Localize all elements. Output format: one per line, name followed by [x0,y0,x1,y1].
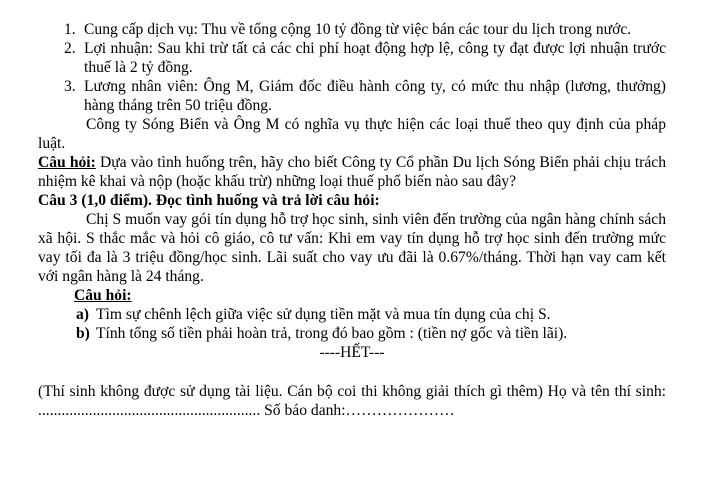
list-item [38,39,666,77]
sub-question-text: Tính tổng số tiền phải hoàn trả, trong đó bao gồm : (tiền nợ gốc và tiền lãi). [96,325,568,342]
exam-page [38,20,666,420]
sub-questions-label: Câu hỏi: [74,287,132,304]
sub-question-b [38,324,666,343]
list-item-text: Cung cấp dịch vụ: Thu về tổng cộng 10 tỷ đồng từ việc bán các tour du lịch trong nước. [84,21,632,38]
list-item-text: Lợi nhuận: Sau khi trừ tất cả các chi phí hoạt động hợp lệ, công ty đạt được lợi nhuận trước thuế là 2 tỷ đồng. [84,40,666,76]
list-item [38,20,666,39]
question-3-heading: Câu 3 (1,0 điểm). Đọc tình huống và trả lời câu hỏi: [38,192,380,209]
question-label: Câu hỏi: [38,154,96,171]
sub-question-letter: a) [76,306,89,323]
list-number: 1. [64,21,76,38]
list-number: 2. [64,40,76,57]
end-mark: ----HẾT--- [319,344,385,361]
list-number: 3. [64,78,76,95]
list-item [38,77,666,115]
facts-list [38,20,666,115]
sub-question-letter: b) [76,325,90,342]
list-item-text: Lương nhân viên: Ông M, Giám đốc điều hành công ty, có mức thu nhập (lương, thưởng) hàng tháng trên 50 triệu đồng. [84,78,666,114]
question-text: Dựa vào tình huống trên, hãy cho biết Công ty Cổ phần Du lịch Sóng Biển phải chịu trách nhiệm kê khai và nộp (hoặc khấu trừ) những loại thuế phổ biến nào sau đây? [38,154,667,190]
scenario-paragraph: Chị S muốn vay gói tín dụng hỗ trợ học sinh, sinh viên đến trường của ngân hàng chính sách xã hội. S thắc mắc và hỏi cô giáo, cô tư vấn: Khi em vay tín dụng hỗ trợ học sinh đến trường mức vay tối đa là 3 triệu đồng/học sinh. Lãi suất cho vay ưu đãi là 0.67%/tháng. Thời hạn vay cam kết với ngân hàng là 24 tháng. [38,211,666,285]
sub-question-a [38,305,666,324]
sub-questions-list [38,305,666,343]
footer-note: (Thí sinh không được sử dụng tài liệu. Cán bộ coi thi không giải thích gì thêm) Họ và tên thí sinh: ......................................................... Số báo danh:………………… [38,383,666,419]
question-2-paragraph [38,153,666,191]
sub-question-text: Tìm sự chênh lệch giữa việc sử dụng tiền mặt và mua tín dụng của chị S. [96,306,551,323]
obligation-paragraph: Công ty Sóng Biển và Ông M có nghĩa vụ thực hiện các loại thuế theo quy định của pháp luật. [38,116,666,152]
